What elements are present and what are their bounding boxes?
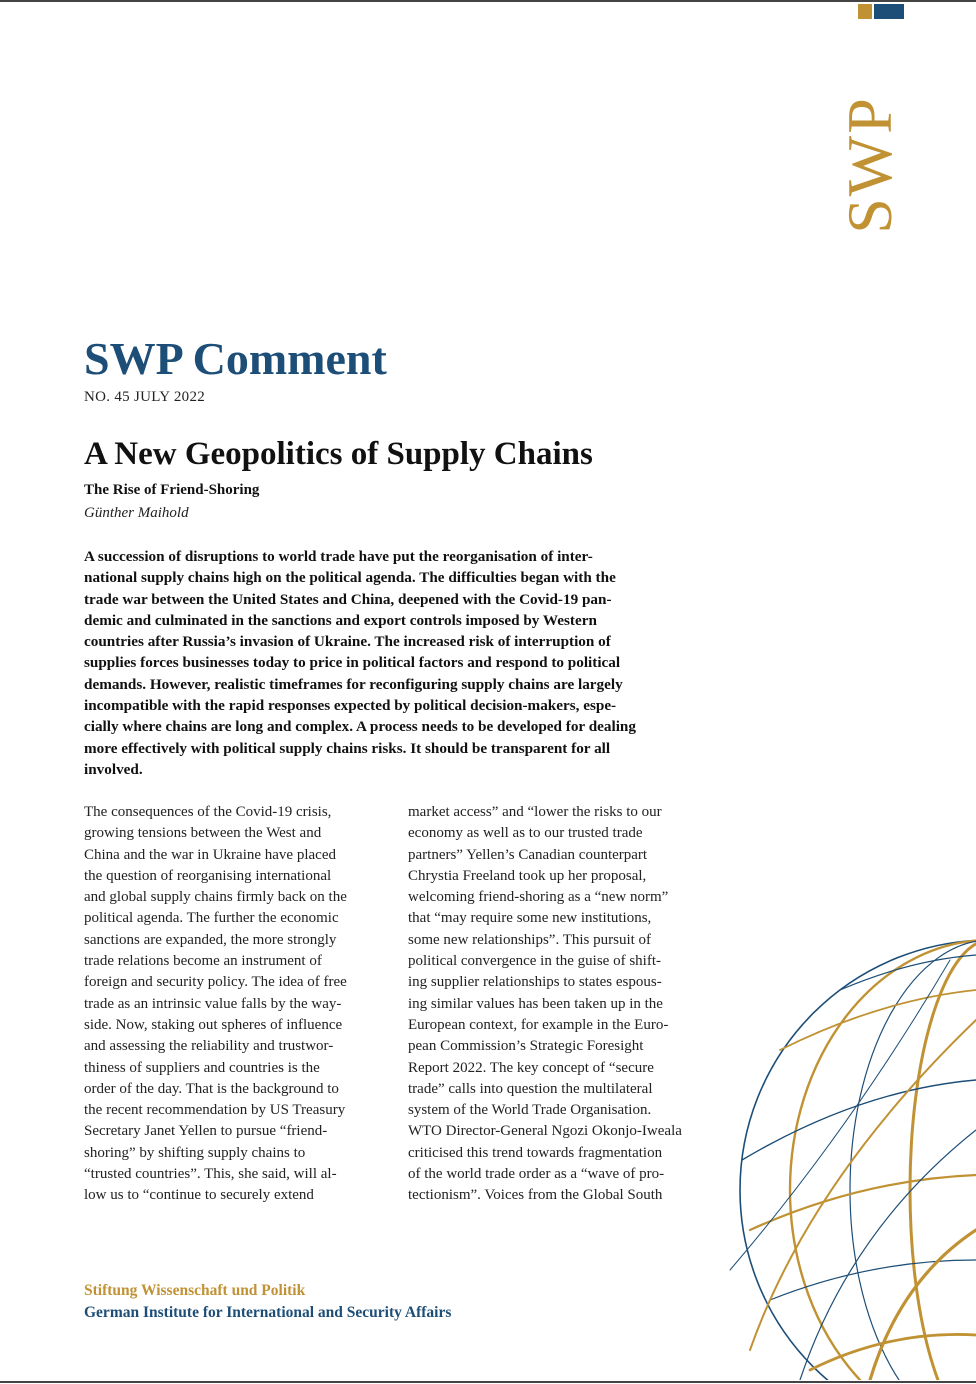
body-line: economy as well as to our trusted trade xyxy=(408,825,643,842)
issue-line: NO. 45 JULY 2022 xyxy=(84,389,206,405)
body-line: Chrystia Freeland took up her proposal, xyxy=(408,867,647,884)
body-line: pean Commission’s Strategic Foresight xyxy=(408,1038,644,1055)
body-line: welcoming friend-shoring as a “new norm” xyxy=(408,889,669,906)
body-line: partners” Yellen’s Canadian counterpart xyxy=(408,846,648,863)
abstract-line: more effectively with political supply chains risks. It should be transparent for all xyxy=(84,739,611,757)
body-line: some new relationships”. This pursuit of xyxy=(408,931,652,948)
body-line: order of the day. That is the background to xyxy=(84,1080,339,1097)
article-author: Günther Maihold xyxy=(84,505,189,521)
body-line: political agenda. The further the economic xyxy=(84,910,339,927)
body-line: shoring” by shifting supply chains to xyxy=(84,1144,306,1161)
footer-org-english: German Institute for International and Security Affairs xyxy=(84,1304,452,1321)
body-line: trade relations become an instrument of xyxy=(84,953,322,970)
body-line: side. Now, staking out spheres of influence xyxy=(84,1016,343,1033)
body-line: ing supplier relationships to states espous- xyxy=(408,974,662,991)
body-line: of the world trade order as a “wave of pro- xyxy=(408,1166,665,1183)
body-line: China and the war in Ukraine have placed xyxy=(84,846,336,863)
blue-mark xyxy=(874,4,904,19)
body-line: trade” calls into question the multilateral xyxy=(408,1080,653,1097)
body-line: criticised this trend towards fragmentation xyxy=(408,1144,663,1161)
abstract-line: countries after Russia’s invasion of Ukraine. The increased risk of interruption of xyxy=(84,633,611,651)
article-title: A New Geopolitics of Supply Chains xyxy=(84,436,593,472)
abstract xyxy=(84,546,724,780)
body-line: and assessing the reliability and trustwor- xyxy=(84,1038,334,1055)
article-subtitle: The Rise of Friend-Shoring xyxy=(84,482,260,498)
body-line: “trusted countries”. This, she said, will al- xyxy=(84,1166,337,1183)
brand-color-marks xyxy=(858,4,904,19)
body-line: system of the World Trade Organisation. xyxy=(408,1102,652,1119)
body-line: and global supply chains firmly back on the xyxy=(84,889,347,906)
body-line: political convergence in the guise of shift- xyxy=(408,953,661,970)
globe-graphic xyxy=(690,930,976,1380)
body-line: growing tensions between the West and xyxy=(84,825,322,842)
body-line: ing similar values has been taken up in the xyxy=(408,995,663,1012)
abstract-line: supplies forces businesses today to price in political factors and respond to political xyxy=(84,654,621,672)
body-line: the question of reorganising international xyxy=(84,867,332,884)
body-line: The consequences of the Covid-19 crisis, xyxy=(84,804,332,820)
body-line: thiness of suppliers and countries is the xyxy=(84,1059,320,1076)
body-line: European context, for example in the Euro- xyxy=(408,1016,669,1033)
body-line: the recent recommendation by US Treasury xyxy=(84,1102,346,1119)
body-line: trade as an intrinsic value falls by the way- xyxy=(84,995,342,1012)
body-line: tectionism”. Voices from the Global South xyxy=(408,1187,663,1204)
top-rule xyxy=(0,0,976,2)
body-column-left xyxy=(84,802,394,1207)
body-line: Secretary Janet Yellen to pursue “friend- xyxy=(84,1123,328,1140)
body-column-right xyxy=(408,802,718,1207)
body-line: Report 2022. The key concept of “secure xyxy=(408,1059,654,1076)
abstract-line: demands. However, realistic timeframes for reconfiguring supply chains are largely xyxy=(84,675,623,693)
abstract-line: A succession of disruptions to world trade have put the reorganisation of inter- xyxy=(84,548,593,565)
series-title: SWP Comment xyxy=(84,333,387,384)
abstract-line: incompatible with the rapid responses expected by political decision-makers, espe- xyxy=(84,697,617,715)
body-line: market access” and “lower the risks to our xyxy=(408,804,662,820)
body-line: WTO Director-General Ngozi Okonjo-Iweala xyxy=(408,1123,682,1140)
swp-logo xyxy=(795,90,945,240)
abstract-line: demic and culminated in the sanctions and export controls imposed by Western xyxy=(84,611,597,629)
abstract-line: cially where chains are long and complex. A process needs to be developed for dealing xyxy=(84,718,636,736)
footer-org-german: Stiftung Wissenschaft und Politik xyxy=(84,1282,306,1299)
body-line: that “may require some new institutions, xyxy=(408,910,652,927)
body-line: sanctions are expanded, the more strongly xyxy=(84,931,337,948)
abstract-line: trade war between the United States and China, deepened with the Covid-19 pan- xyxy=(84,590,612,608)
body-line: low us to “continue to securely extend xyxy=(84,1187,314,1204)
bottom-rule xyxy=(0,1381,976,1383)
body-line: foreign and security policy. The idea of free xyxy=(84,974,347,991)
swp-logo-text: SWP xyxy=(834,96,905,234)
abstract-line: national supply chains high on the political agenda. The difficulties began with the xyxy=(84,569,616,587)
abstract-line: involved. xyxy=(84,760,143,778)
gold-mark xyxy=(858,4,872,19)
